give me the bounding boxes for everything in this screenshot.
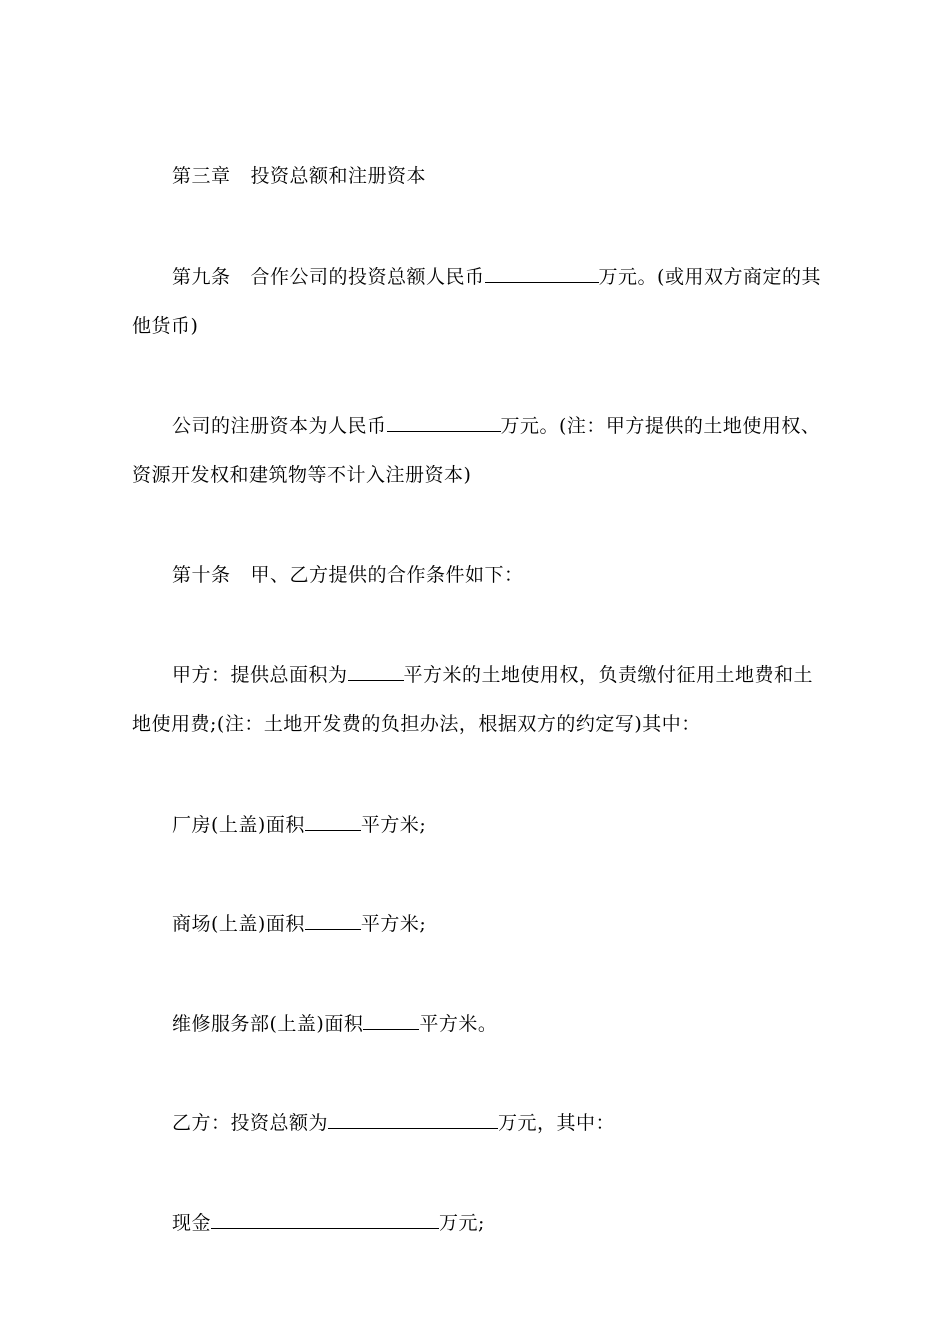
party-b bbox=[172, 1110, 615, 1135]
article-9-text-pre: 合作公司的投资总额人民币 bbox=[250, 266, 485, 288]
item-mall-post: 平方米; bbox=[360, 913, 427, 935]
article-10 bbox=[172, 563, 524, 587]
cash-post: 万元; bbox=[439, 1212, 485, 1234]
registered-capital-post: 万元。(注：甲方提供的土地使用权、 bbox=[500, 415, 821, 437]
chapter-heading bbox=[172, 164, 426, 188]
cash-blank bbox=[211, 1210, 439, 1229]
article-9-text-post: 万元。(或用双方商定的其 bbox=[598, 266, 821, 288]
item-service bbox=[172, 1011, 497, 1036]
article-9-line-2: 他货币) bbox=[132, 315, 199, 337]
item-service-post: 平方米。 bbox=[419, 1013, 498, 1035]
party-b-investment-blank bbox=[328, 1110, 498, 1129]
item-factory-post: 平方米; bbox=[360, 814, 427, 836]
party-a-line-2: 地使用费;(注：土地开发费的负担办法，根据双方的约定写)其中： bbox=[132, 713, 701, 735]
registered-capital-blank bbox=[387, 413, 501, 432]
factory-area-blank bbox=[305, 812, 361, 831]
investment-total-blank bbox=[485, 264, 599, 283]
cash-pre: 现金 bbox=[172, 1212, 212, 1234]
article-9-label: 第九条 bbox=[172, 266, 231, 288]
mall-area-blank bbox=[305, 911, 361, 930]
item-factory bbox=[172, 812, 426, 837]
registered-capital-pre: 公司的注册资本为人民币 bbox=[172, 415, 387, 437]
item-factory-pre: 厂房(上盖)面积 bbox=[172, 814, 305, 836]
chapter-title: 投资总额和注册资本 bbox=[250, 165, 427, 187]
party-b-pre: 乙方：投资总额为 bbox=[172, 1112, 329, 1134]
item-mall bbox=[172, 911, 426, 936]
land-area-blank bbox=[348, 662, 404, 681]
chapter-number: 第三章 bbox=[172, 165, 231, 187]
article-9-line-1 bbox=[172, 264, 821, 289]
item-service-pre: 维修服务部(上盖)面积 bbox=[172, 1013, 364, 1035]
registered-capital-line-1 bbox=[172, 413, 820, 438]
article-10-text: 甲、乙方提供的合作条件如下： bbox=[250, 564, 524, 586]
registered-capital-line-2: 资源开发权和建筑物等不计入注册资本) bbox=[132, 464, 472, 486]
service-area-blank bbox=[363, 1011, 419, 1030]
party-a-pre: 甲方：提供总面积为 bbox=[172, 664, 348, 686]
party-b-post: 万元，其中： bbox=[498, 1112, 616, 1134]
cash-line bbox=[172, 1210, 485, 1235]
item-mall-pre: 商场(上盖)面积 bbox=[172, 913, 305, 935]
article-10-label: 第十条 bbox=[172, 564, 231, 586]
party-a-post: 平方米的土地使用权，负责缴付征用土地费和土 bbox=[403, 664, 814, 686]
party-a-line-1 bbox=[172, 662, 813, 687]
